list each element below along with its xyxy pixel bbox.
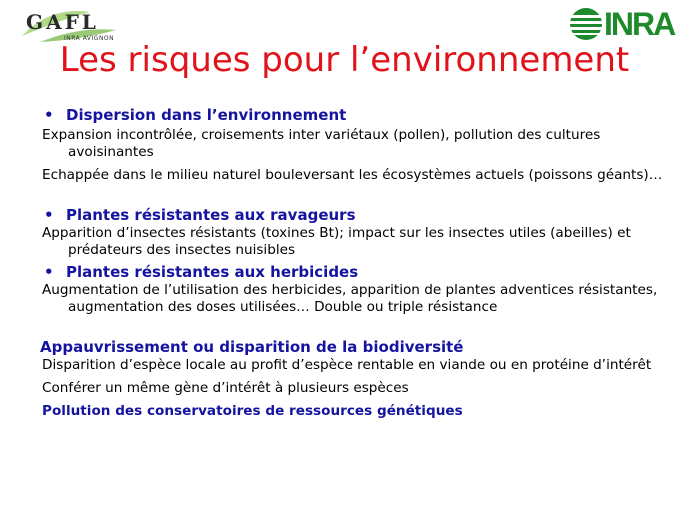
paragraph-pollution: Pollution des conservatoires de ressources génétiques (42, 403, 463, 419)
inra-text: INRA (604, 6, 675, 42)
inra-logo (568, 4, 678, 44)
bullet-icon: • (44, 106, 54, 124)
heading-dispersion (42, 106, 682, 125)
gafl-letters: GAFL (26, 10, 99, 34)
slide-content (42, 106, 682, 420)
gafl-subtitle: INRA AVIGNON (64, 35, 115, 42)
heading-herbicides (42, 263, 682, 282)
paragraph-disparition: Disparition d’espèce locale au profit d’espèce rentable en viande ou en protéine d’intérêt (42, 357, 652, 373)
paragraph-ravageurs: Apparition d’insectes résistants (toxines Bt); impact sur les insectes utiles (abeilles) et prédateurs des insectes nuisibles (42, 225, 631, 258)
bullet-icon: • (44, 206, 54, 224)
heading-text: Plantes résistantes aux ravageurs (66, 206, 356, 224)
paragraph-conferer: Conférer un même gène d’intérêt à plusieurs espèces (42, 380, 409, 396)
paragraph-echappee: Echappée dans le milieu naturel bouleversant les écosystèmes actuels (poissons géants)… (42, 167, 663, 183)
paragraph-expansion: Expansion incontrôlée, croisements inter variétaux (pollen), pollution des cultures avoisinantes (42, 127, 601, 160)
paragraph-herbicides: Augmentation de l’utilisation des herbicides, apparition de plantes adventices résistantes, augmentation des doses utilisées… Double ou triple résistance (42, 282, 658, 315)
heading-biodiversite: Appauvrissement ou disparition de la biodiversité (40, 338, 464, 356)
heading-ravageurs (42, 206, 682, 225)
heading-text: Plantes résistantes aux herbicides (66, 263, 359, 281)
inra-globe-icon (568, 6, 604, 42)
page-title: Les risques pour l’environnement (59, 40, 630, 80)
bullet-icon: • (44, 263, 54, 281)
heading-text: Dispersion dans l’environnement (66, 106, 347, 124)
